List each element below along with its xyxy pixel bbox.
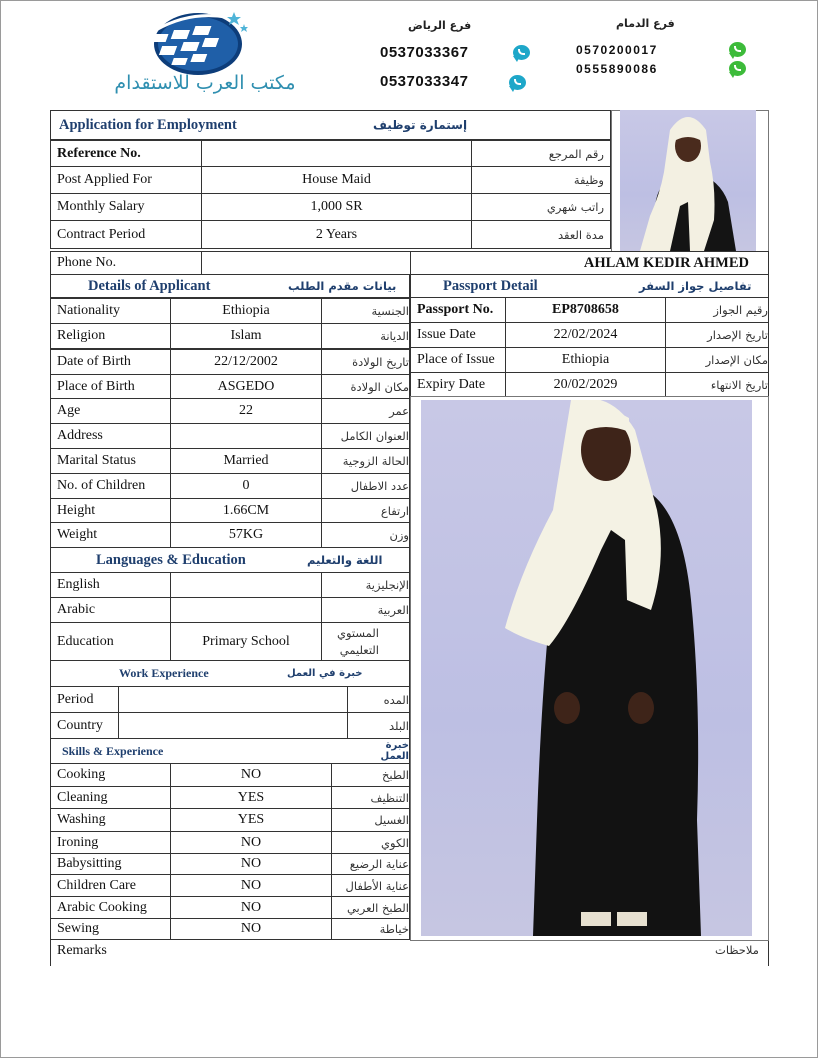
children-care-skill-label-ar: عناية الأطفال — [331, 874, 410, 897]
applicant-section-title-ar: بيانات مقدم الطلب — [288, 279, 397, 293]
form-title-ar: إستمارة توظيف — [373, 118, 468, 132]
cooking-skill-label: Cooking — [50, 763, 171, 787]
passport-section-title-en: Passport Detail — [443, 277, 538, 294]
sewing-skill-label-ar: خياطة — [331, 918, 410, 940]
marital-status-label-ar: الحالة الزوجية — [321, 448, 410, 474]
phone-label: Phone No. — [50, 251, 202, 275]
applicant-photo-small — [620, 110, 756, 251]
date-of-birth-value: 22/12/2002 — [170, 349, 322, 375]
post-label-ar: وظيفة — [471, 166, 611, 194]
person-portrait-image — [620, 110, 756, 251]
riyadh-branch-label: فرع الرياض — [408, 19, 472, 32]
date-of-birth-label-ar: تاريخ الولادة — [321, 349, 410, 375]
country-label-ar: البلد — [347, 712, 410, 739]
babysitting-skill-label: Babysitting — [50, 853, 171, 875]
reference-label-ar: رقم المرجع — [471, 140, 611, 167]
place-of-issue-label: Place of Issue — [410, 347, 506, 373]
country-value — [118, 712, 348, 739]
nationality-label-ar: الجنسية — [321, 298, 410, 324]
period-label: Period — [50, 686, 119, 713]
skills-section-title-ar: خبرة العمل — [380, 740, 409, 762]
english-label: English — [50, 572, 171, 598]
expiry-date-value: 20/02/2029 — [505, 372, 666, 397]
applicant-section-title-en: Details of Applicant — [88, 277, 211, 294]
remarks-label-ar: ملاحظات — [715, 943, 759, 957]
applicant-name: AHLAM KEDIR AHMED — [410, 251, 769, 275]
height-value: 1.66CM — [170, 498, 322, 523]
weight-label: Weight — [50, 522, 171, 548]
post-label: Post Applied For — [50, 166, 202, 194]
issue-date-label: Issue Date — [410, 322, 506, 348]
contract-value: 2 Years — [201, 220, 472, 249]
dammam-branch-label: فرع الدمام — [616, 17, 675, 30]
religion-label: Religion — [50, 323, 171, 349]
children-care-skill-value: NO — [170, 874, 332, 897]
age-label: Age — [50, 398, 171, 424]
salary-label: Monthly Salary — [50, 193, 202, 221]
children-care-skill-label: Children Care — [50, 874, 171, 897]
babysitting-skill-value: NO — [170, 853, 332, 875]
marital-status-label: Marital Status — [50, 448, 171, 474]
cooking-skill-label-ar: الطبخ — [331, 763, 410, 787]
education-label-ar: المستوي التعليمي — [321, 622, 410, 661]
dammam-phone-1: 0570200017 — [576, 43, 658, 57]
riyadh-phone-1: 0537033367 — [380, 44, 469, 61]
whatsapp-icon — [508, 74, 528, 92]
whatsapp-icon — [728, 60, 748, 78]
riyadh-phone-2: 0537033347 — [380, 73, 469, 90]
passport-section-header — [410, 274, 769, 298]
issue-date-value: 22/02/2024 — [505, 322, 666, 348]
english-label-ar: الإنجليزية — [321, 572, 410, 598]
arabic-value — [170, 597, 322, 623]
period-label-ar: المده — [347, 686, 410, 713]
sewing-skill-label: Sewing — [50, 918, 171, 940]
english-value — [170, 572, 322, 598]
weight-value: 57KG — [170, 522, 322, 548]
place-of-issue-label-ar: مكان الإصدار — [665, 347, 769, 373]
contract-label-ar: مدة العقد — [471, 220, 611, 249]
address-value — [170, 423, 322, 449]
place-of-birth-label-ar: مكان الولادة — [321, 374, 410, 399]
arabic-label-ar: العربية — [321, 597, 410, 623]
cleaning-skill-value: YES — [170, 786, 332, 809]
washing-skill-label-ar: الغسيل — [331, 808, 410, 832]
work-section-title-ar: خبرة في العمل — [287, 668, 363, 679]
arabic-cooking-skill-value: NO — [170, 896, 332, 919]
remarks-row — [50, 938, 769, 966]
marital-status-value: Married — [170, 448, 322, 474]
salary-label-ar: راتب شهري — [471, 193, 611, 221]
skills-section-title-en: Skills & Experience — [62, 743, 164, 758]
ironing-skill-label-ar: الكوي — [331, 831, 410, 854]
ironing-skill-value: NO — [170, 831, 332, 854]
nationality-label: Nationality — [50, 298, 171, 324]
height-label-ar: ارتفاع — [321, 498, 410, 523]
passport-no-value: EP8708658 — [505, 297, 666, 323]
height-label: Height — [50, 498, 171, 523]
work-section-header — [50, 660, 410, 687]
no-of-children-value: 0 — [170, 473, 322, 499]
address-label: Address — [50, 423, 171, 449]
address-label-ar: العنوان الكامل — [321, 423, 410, 449]
work-section-title-en: Work Experience — [119, 666, 209, 680]
issue-date-label-ar: تاريخ الإصدار — [665, 322, 769, 348]
person-full-body-image — [421, 400, 752, 936]
washing-skill-value: YES — [170, 808, 332, 832]
age-value: 22 — [170, 398, 322, 424]
no-of-children-label: No. of Children — [50, 473, 171, 499]
languages-section-title-ar: اللغة والتعليم — [307, 553, 383, 567]
religion-value: Islam — [170, 323, 322, 349]
ironing-skill-label: Ironing — [50, 831, 171, 854]
whatsapp-icon — [512, 44, 532, 62]
phone-value — [201, 251, 411, 275]
sewing-skill-value: NO — [170, 918, 332, 940]
expiry-date-label-ar: تاريخ الانتهاء — [665, 372, 769, 397]
no-of-children-label-ar: عدد الاطفال — [321, 473, 410, 499]
period-value — [118, 686, 348, 713]
salary-value: 1,000 SR — [201, 193, 472, 221]
education-label: Education — [50, 622, 171, 661]
cleaning-skill-label: Cleaning — [50, 786, 171, 809]
passport-no-label-ar: رقيم الجواز — [665, 297, 769, 323]
post-value: House Maid — [201, 166, 472, 194]
form-title-en: Application for Employment — [59, 116, 237, 133]
expiry-date-label: Expiry Date — [410, 372, 506, 397]
religion-label-ar: الديانة — [321, 323, 410, 349]
contract-label: Contract Period — [50, 220, 202, 249]
cooking-skill-value: NO — [170, 763, 332, 787]
babysitting-skill-label-ar: عناية الرضيع — [331, 853, 410, 875]
passport-section-title-ar: تفاصيل جواز السفر — [639, 279, 752, 293]
weight-label-ar: وزن — [321, 522, 410, 548]
arabic-cooking-skill-label-ar: الطبخ العربي — [331, 896, 410, 919]
washing-skill-label: Washing — [50, 808, 171, 832]
education-value: Primary School — [170, 622, 322, 661]
country-label: Country — [50, 712, 119, 739]
place-of-birth-label: Place of Birth — [50, 374, 171, 399]
age-label-ar: عمر — [321, 398, 410, 424]
skills-section-header — [50, 738, 410, 764]
applicant-section-header — [50, 274, 410, 298]
remarks-label: Remarks — [57, 943, 107, 958]
languages-section-title-en: Languages & Education — [96, 551, 246, 568]
applicant-photo-full — [421, 400, 752, 936]
company-name-arabic: مكتب العرب للاستقدام — [114, 72, 296, 94]
reference-label: Reference No. — [50, 140, 202, 167]
date-of-birth-label: Date of Birth — [50, 349, 171, 375]
nationality-value: Ethiopia — [170, 298, 322, 324]
whatsapp-icon — [728, 41, 748, 59]
dammam-phone-2: 0555890086 — [576, 62, 658, 76]
place-of-issue-value: Ethiopia — [505, 347, 666, 373]
place-of-birth-value: ASGEDO — [170, 374, 322, 399]
arabic-cooking-skill-label: Arabic Cooking — [50, 896, 171, 919]
languages-section-header — [50, 547, 410, 573]
cleaning-skill-label-ar: التنظيف — [331, 786, 410, 809]
form-title-row — [50, 110, 611, 140]
passport-no-label: Passport No. — [410, 297, 506, 323]
arabic-label: Arabic — [50, 597, 171, 623]
reference-value — [201, 140, 472, 167]
globe-logo-icon — [148, 8, 254, 78]
